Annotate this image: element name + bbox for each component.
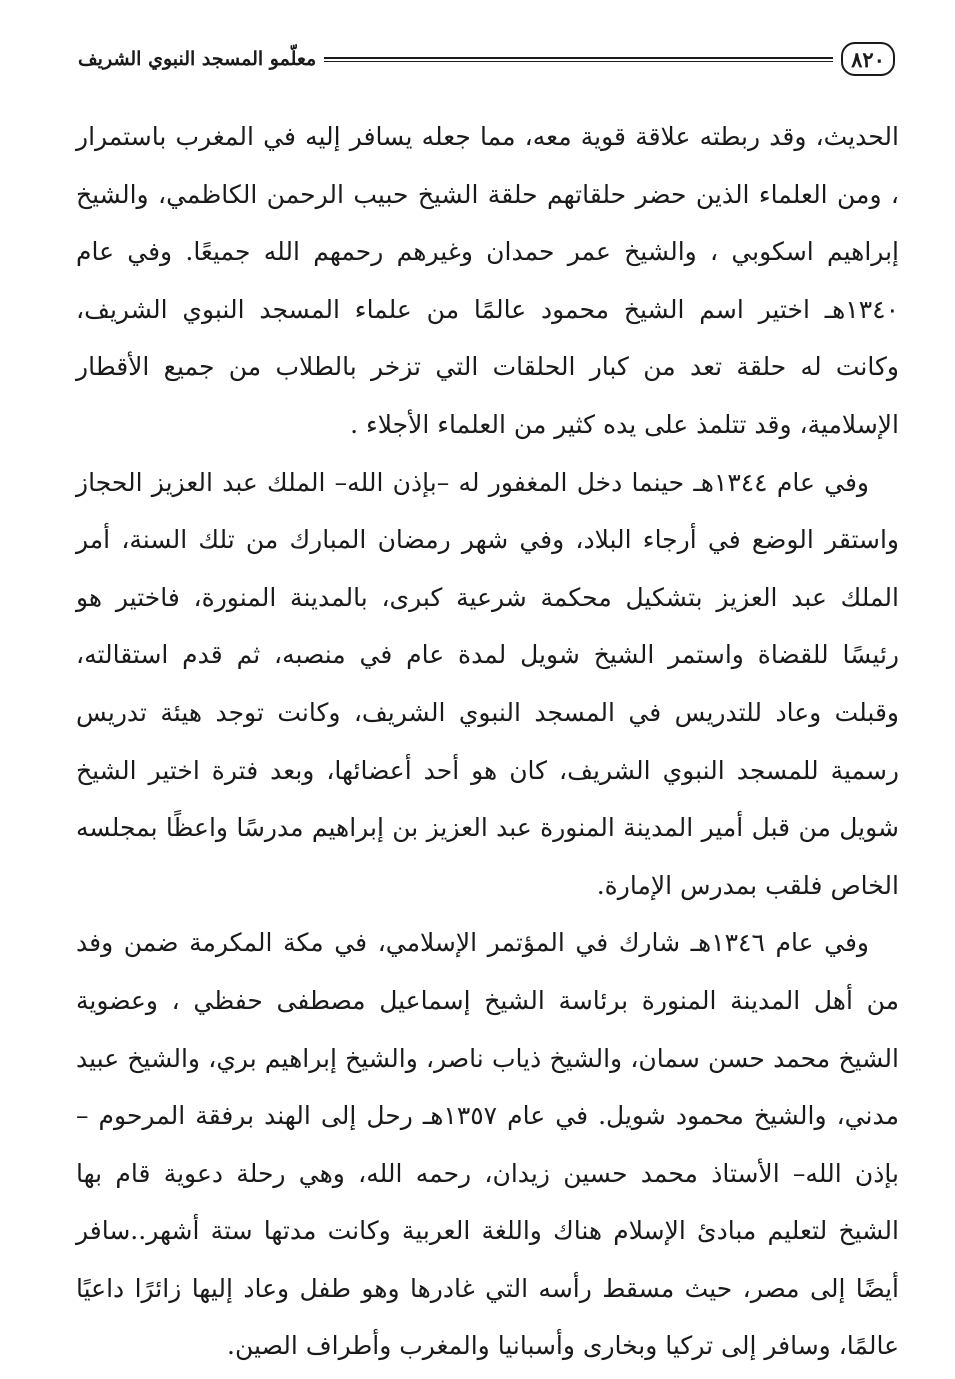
header-rule (324, 57, 833, 62)
body-text (76, 108, 899, 1375)
running-header (78, 36, 895, 82)
page-number: ٨٢٠ (841, 42, 895, 76)
paragraph-1: الحديث، وقد ربطته علاقة قوية معه، مما جعله يسافر إليه في المغرب باستمرار ، ومن العلماء الذين حضر حلقاتهم حلقة الشيخ حبيب الرحمن الكاظمي، والشيخ إبراهيم اسكوبي ، والشيخ عمر حمدان وغيرهم رحمهم الله جميعًا. وفي عام ١٣٤٠هـ اختير اسم الشيخ محمود عالمًا من علماء المسجد النبوي الشريف، وكانت له حلقة تعد من كبار الحلقات التي تزخر بالطلاب من جميع الأقطار الإسلامية، وقد تتلمذ على يده كثير من العلماء الأجلاء . (76, 122, 899, 439)
running-title: معلّمو المسجد النبوي الشريف (78, 48, 317, 70)
paragraph-3: وفي عام ١٣٤٦هـ شارك في المؤتمر الإسلامي، في مكة المكرمة ضمن وفد من أهل المدينة المنورة برئاسة الشيخ إسماعيل مصطفى حفظي ، وعضوية الشيخ محمد حسن سمان، والشيخ ذياب ناصر، والشيخ إبراهيم بري، والشيخ عبيد مدني، والشيخ محمود شويل. في عام ١٣٥٧هـ رحل إلى الهند برفقة المرحوم –بإذن الله– الأستاذ محمد حسين زيدان، رحمه الله، وهي رحلة دعوية قام بها الشيخ لتعليم مبادئ الإسلام هناك واللغة العربية وكانت مدتها ستة أشهر..سافر أيضًا إلى مصر، حيث مسقط رأسه التي غادرها وهو طفل وعاد إليها زائرًا داعيًا عالمًا، وسافر إلى تركيا وبخارى وأسبانيا والمغرب وأطراف الصين. (76, 928, 899, 1361)
paragraph-2: وفي عام ١٣٤٤هـ حينما دخل المغفور له –بإذن الله– الملك عبد العزيز الحجاز واستقر الوضع في أرجاء البلاد، وفي شهر رمضان المبارك من تلك السنة، أمر الملك عبد العزيز بتشكيل محكمة شرعية كبرى، بالمدينة المنورة، فاختير هو رئيسًا للقضاة واستمر الشيخ شويل لمدة عام في منصبه، ثم قدم استقالته، وقبلت وعاد للتدريس في المسجد النبوي الشريف، وكانت توجد هيئة تدريس رسمية للمسجد النبوي الشريف، كان هو أحد أعضائها، وبعد فترة اختير الشيخ شويل من قبل أمير المدينة المنورة عبد العزيز بن إبراهيم مدرسًا واعظًا بمجلسه الخاص فلقب بمدرس الإمارة. (76, 467, 899, 900)
